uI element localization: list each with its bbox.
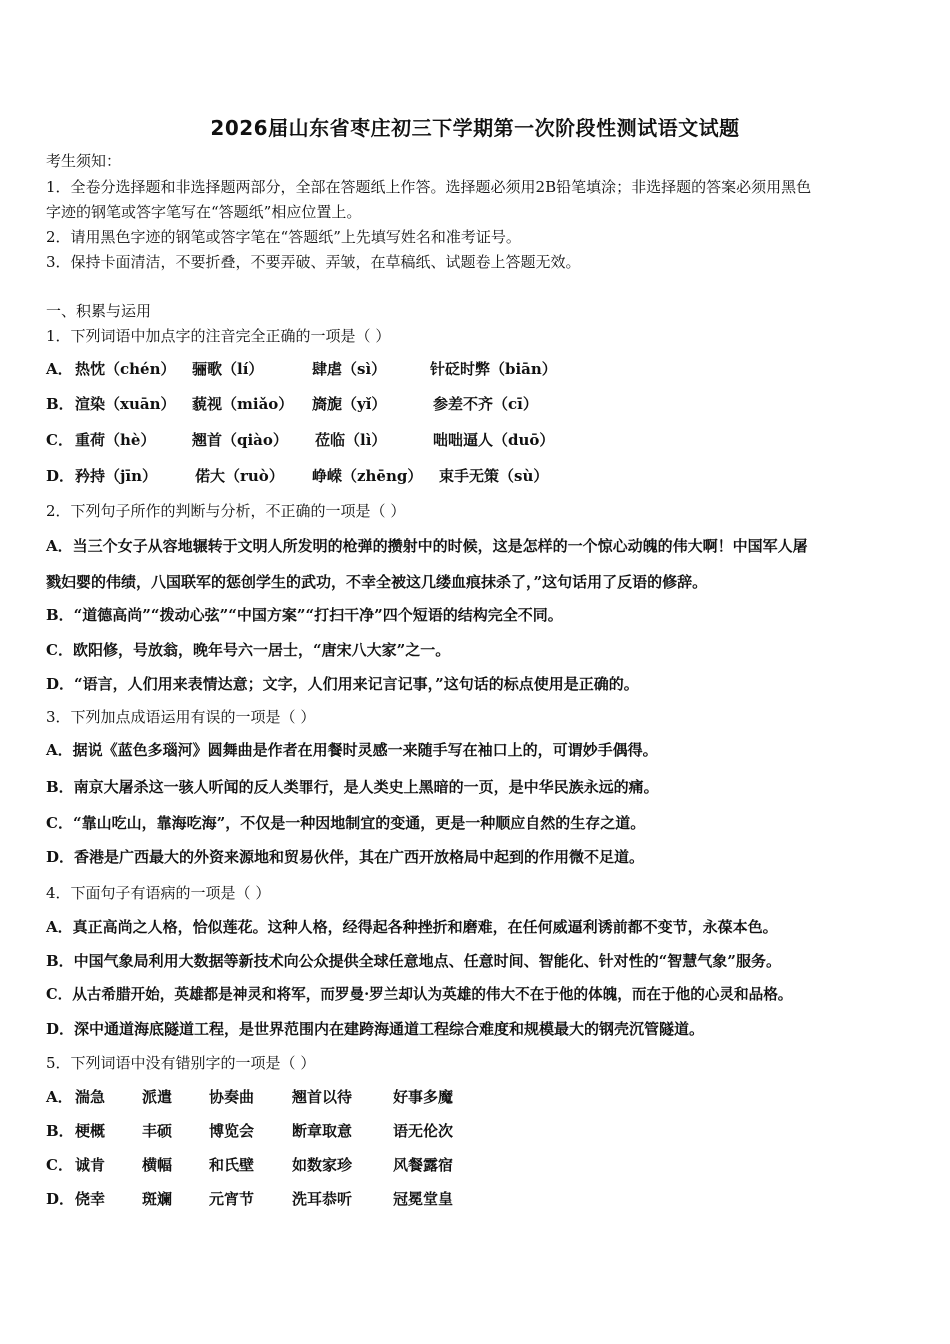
notice-item: 3．保持卡面清洁，不要折叠，不要弄破、弄皱，在草稿纸、试题卷上答题无效。 (46, 253, 581, 271)
page-title: 2026届山东省枣庄初三下学期第一次阶段性测试语文试题 (210, 116, 740, 140)
q5-option-d-word: 冠冕堂皇 (393, 1190, 454, 1208)
q1-option-a-word: 针砭时弊（biān） (430, 360, 557, 378)
q5-option-a-word: 翘首以待 (292, 1088, 353, 1106)
notice-item: 2．请用黑色字迹的钢笔或答字笔在“答题纸”上先填写姓名和准考证号。 (46, 228, 521, 246)
q1-option-b-word: 藐视（miǎo） (192, 395, 294, 413)
q5-option-b-word: 语无伦次 (393, 1122, 454, 1140)
q4-option-d: D．深中通道海底隧道工程，是世界范围内在建跨海通道工程综合难度和规模最大的钢壳沉管隧道。 (46, 1020, 705, 1038)
q1-option-c-word: 咄咄逼人（duō） (433, 431, 555, 449)
notice-item: 字迹的钢笔或答字笔写在“答题纸”相应位置上。 (46, 203, 362, 221)
q1-option-a-word: 肆虐（sì） (312, 360, 387, 378)
q1-option-d-word: 矜持（jīn） (75, 467, 158, 485)
question-3-stem: 3．下列加点成语运用有误的一项是（ ） (46, 708, 316, 726)
q5-option-c-label: C． (46, 1156, 73, 1174)
question-4-stem: 4．下面句子有语病的一项是（ ） (46, 884, 271, 902)
q3-option-a: A．据说《蓝色多瑙河》圆舞曲是作者在用餐时灵感一来随手写在袖口上的，可谓妙手偶得。 (46, 741, 658, 759)
q1-option-a-label: A． (46, 360, 73, 378)
q1-option-d-word: 偌大（ruò） (195, 467, 284, 485)
q5-option-b-word: 梗概 (75, 1122, 106, 1140)
question-2-stem: 2．下列句子所作的判断与分析，不正确的一项是（ ） (46, 502, 406, 520)
notice-item: 1．全卷分选择题和非选择题两部分，全部在答题纸上作答。选择题必须用2B铅笔填涂；非选择题的答案必须用黑色 (46, 178, 812, 196)
q1-option-a-word: 热忱（chén） (75, 360, 176, 378)
q5-option-d-word: 侥幸 (75, 1190, 106, 1208)
q2-option-d: D．“语言，人们用来表情达意；文字，人们用来记言记事，”这句话的标点使用是正确的。 (46, 675, 639, 693)
notice-heading: 考生须知： (46, 152, 122, 170)
q4-option-b: B．中国气象局利用大数据等新技术向公众提供全球任意地点、任意时间、智能化、针对性的“智慧气象”服务。 (46, 952, 781, 970)
question-1-stem: 1．下列词语中加点字的注音完全正确的一项是（ ） (46, 327, 391, 345)
q5-option-a-word: 协奏曲 (209, 1088, 255, 1106)
q5-option-b-label: B． (46, 1122, 74, 1140)
q1-option-c-word: 莅临（lì） (315, 431, 387, 449)
q1-option-d-word: 峥嵘（zhēng） (312, 467, 423, 485)
q5-option-b-word: 博览会 (209, 1122, 255, 1140)
q2-option-a: A．当三个女子从容地辗转于文明人所发明的枪弹的攒射中的时候，这是怎样的一个惊心动魄的伟大啊！中国军人屠 (46, 537, 808, 555)
q5-option-c-word: 和氏壁 (209, 1156, 255, 1174)
q5-option-d-word: 洗耳恭听 (292, 1190, 353, 1208)
q4-option-a: A．真正高尚之人格，恰似莲花。这种人格，经得起各种挫折和磨难，在任何威逼利诱前都不变节，永葆本色。 (46, 918, 778, 936)
q1-option-a-word: 骊歌（lí） (192, 360, 264, 378)
q5-option-a-label: A． (46, 1088, 73, 1106)
q1-option-b-label: B． (46, 395, 74, 413)
q3-option-c: C．“靠山吃山，靠海吃海”，不仅是一种因地制宜的变通，更是一种顺应自然的生存之道。 (46, 814, 646, 832)
q5-option-d-label: D． (46, 1190, 75, 1208)
q3-option-b: B．南京大屠杀这一骇人听闻的反人类罪行，是人类史上黑暗的一页，是中华民族永远的痛。 (46, 778, 659, 796)
q5-option-b-word: 断章取意 (292, 1122, 353, 1140)
q1-option-b-word: 旖旎（yǐ） (312, 395, 387, 413)
q5-option-c-word: 诚肯 (75, 1156, 106, 1174)
q1-option-c-word: 重荷（hè） (75, 431, 156, 449)
q5-option-c-word: 如数家珍 (292, 1156, 353, 1174)
q5-option-a-word: 派遣 (142, 1088, 173, 1106)
q4-option-c: C．从古希腊开始，英雄都是神灵和将军，而罗曼·罗兰却认为英雄的伟大不在于他的体魄，而在于他的心灵和品格。 (46, 986, 793, 1003)
q1-option-c-label: C． (46, 431, 73, 449)
q5-option-a-word: 湍急 (75, 1088, 106, 1106)
q1-option-d-word: 束手无策（sù） (439, 467, 549, 485)
q5-option-c-word: 风餐露宿 (393, 1156, 454, 1174)
q1-option-b-word: 渲染（xuān） (75, 395, 176, 413)
q5-option-c-word: 横幅 (142, 1156, 173, 1174)
q1-option-d-label: D． (46, 467, 75, 485)
question-5-stem: 5．下列词语中没有错别字的一项是（ ） (46, 1054, 316, 1072)
q3-option-d: D．香港是广西最大的外资来源地和贸易伙伴，其在广西开放格局中起到的作用微不足道。 (46, 848, 645, 866)
q5-option-d-word: 斑斓 (142, 1190, 173, 1208)
q1-option-b-word: 参差不齐（cī） (433, 395, 538, 413)
section-heading: 一、积累与运用 (46, 302, 152, 320)
q5-option-a-word: 好事多魔 (393, 1088, 454, 1106)
q2-option-b: B．“道德高尚”“拨动心弦”“中国方案”“打扫干净”四个短语的结构完全不同。 (46, 606, 563, 624)
q2-option-c: C．欧阳修，号放翁，晚年号六一居士，“唐宋八大家”之一。 (46, 641, 451, 659)
q5-option-d-word: 元宵节 (209, 1190, 255, 1208)
q1-option-c-word: 翘首（qiào） (192, 431, 288, 449)
q5-option-b-word: 丰硕 (142, 1122, 173, 1140)
q2-option-a-cont: 戮妇婴的伟绩，八国联军的惩创学生的武功，不幸全被这几缕血痕抹杀了，”这句话用了反语的修辞。 (46, 573, 708, 591)
